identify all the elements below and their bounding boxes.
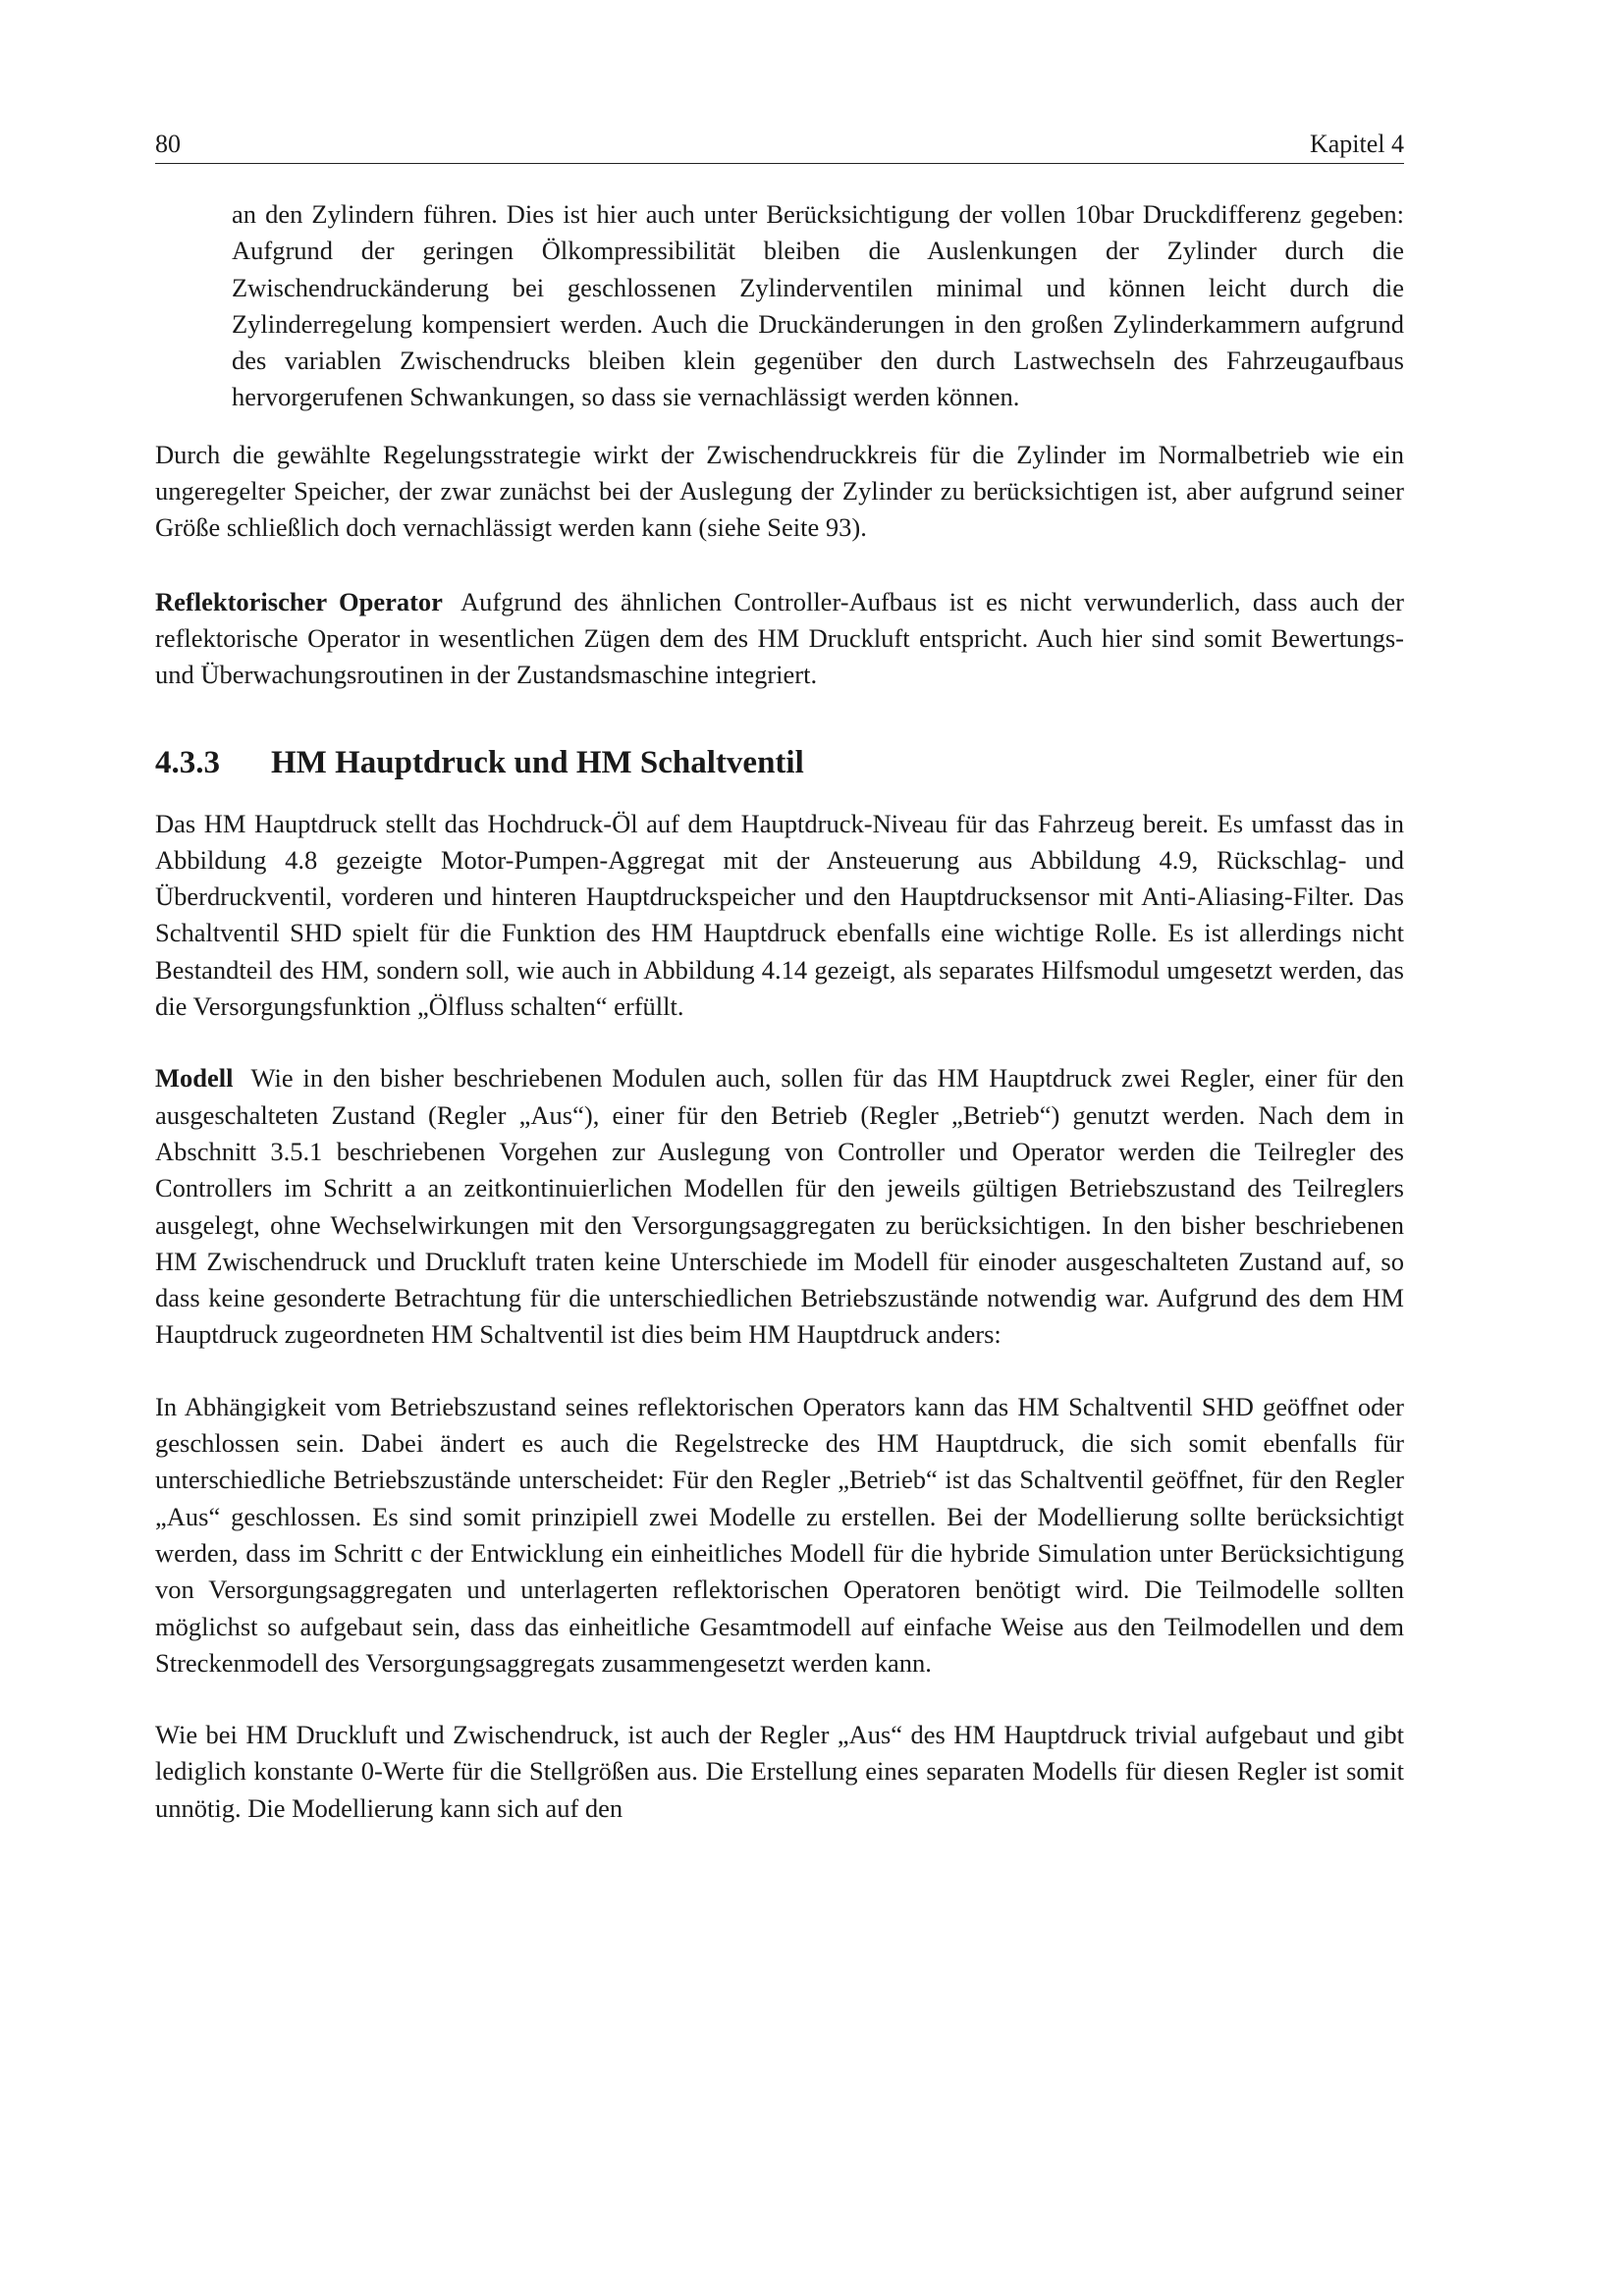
paragraph-betriebszustand: In Abhängigkeit vom Betriebszustand seines reflektorischen Operators kann das HM Schaltventil SHD geöffnet oder geschlossen sein. Dabei ändert es auch die Regelstrecke des HM Hauptdruck, die sich somit ebenfalls für unterschiedliche Betriebszustände unterscheidet: Für den Regler „Betrieb“ ist das Schaltventil geöffnet, für den Regler „Aus“ geschlossen. Es sind somit prinzipiell zwei Modelle zu erstellen. Bei der Modellierung sollte berücksichtigt werden, dass im Schritt c der Entwicklung ein einheitliches Modell für die hybride Simulation unter Berücksichtigung von Versorgungsaggregaten und unterlagerten reflektorischen Operatoren benötigt wird. Die Teilmodelle sollten möglichst so aufgebaut sein, dass das einheitliche Gesamtmodell auf einfache Weise aus den Teilmodellen und dem Streckenmodell des Versorgungsaggregats zusammengesetzt werden kann. <box>155 1391 1404 1678</box>
paragraph-regler-aus: Wie bei HM Druckluft und Zwischendruck, ist auch der Regler „Aus“ des HM Hauptdruck trivial aufgebaut und gibt lediglich konstante 0-Werte für die Stellgrößen aus. Die Erstellung eines separaten Modells für diesen Regler ist somit unnötig. Die Modellierung kann sich auf den <box>155 1720 1404 1823</box>
section-heading <box>155 743 1404 782</box>
runin-heading-modell: Modell <box>155 1063 234 1094</box>
paragraph-text: Aufgrund des ähnlichen Controller-Aufbaus ist es nicht verwunderlich, dass auch der reflektorische Operator in wesentlichen Zügen dem des HM Druckluft entspricht. Auch hier sind somit Bewertungs- und Überwachungsroutinen in der Zustandsmaschine integriert. <box>155 586 1404 690</box>
paragraph-text: Wie in den bisher beschriebenen Modulen auch, sollen für das HM Hauptdruck zwei Regler, einer für den ausgeschalteten Zustand (Regler „Aus“), einer für den Betrieb (Regler „Betrieb“) genutzt werden. Nach dem in Abschnitt 3.5.1 beschriebenen Vorgehen zur Auslegung von Controller und Operator werden die Teilregler des Controllers im Schritt a an zeitkontinuierlichen Modellen für den jeweils gültigen Betriebszustand des Teilreglers ausgelegt, ohne Wechselwirkungen mit den Versorgungsaggregaten zu berücksichtigen. In den bisher beschriebenen HM Zwischendruck und Druckluft traten keine Unterschiede im Modell für einoder ausgeschalteten Zustand auf, so dass keine gesonderte Betrachtung für die unterschiedlichen Betriebszustände notwendig war. Aufgrund des dem HM Hauptdruck zugeordneten HM Schaltventil ist dies beim HM Hauptdruck anders: <box>155 1063 1404 1350</box>
section-number: 4.3.3 <box>155 744 220 780</box>
section-title: HM Hauptdruck und HM Schaltventil <box>271 744 804 780</box>
paragraph-reflektorischer-operator <box>155 584 1404 694</box>
paragraph-hm-hauptdruck: Das HM Hauptdruck stellt das Hochdruck-Öl auf dem Hauptdruck-Niveau für das Fahrzeug bereit. Es umfasst das in Abbildung 4.8 gezeigte Motor-Pumpen-Aggregat mit der Ansteuerung aus Abbildung 4.9, Rückschlag- und Überdruckventil, vorderen und hinteren Hauptdruckspeicher und den Hauptdrucksensor mit Anti-Aliasing-Filter. Das Schaltventil SHD spielt für die Funktion des HM Hauptdruck ebenfalls eine wichtige Rolle. Es ist allerdings nicht Bestandteil des HM, sondern soll, wie auch in Abbildung 4.14 gezeigt, als separates Hilfsmodul umgesetzt werden, das die Versorgungsfunktion „Ölfluss schalten“ erfüllt. <box>155 808 1404 1022</box>
paragraph-modell <box>155 1060 1404 1353</box>
body-text <box>155 196 1404 1827</box>
chapter-label: Kapitel 4 <box>1309 130 1404 158</box>
paragraph-indented-continuation: an den Zylindern führen. Dies ist hier auch unter Berücksichtigung der vollen 10bar Druckdifferenz gegeben: Aufgrund der geringen Ölkompressibilität bleiben die Auslenkungen der Zylinder durch die Zwischendruckänderung bei geschlossenen Zylinderventilen minimal und können leicht durch die Zylinderregelung kompensiert werden. Auch die Druckänderungen in den großen Zylinderkammern aufgrund des variablen Zwischendrucks bleiben klein gegenüber den durch Lastwechseln des Fahrzeugaufbaus hervorgerufenen Schwankungen, so dass sie vernachlässigt werden können. <box>232 199 1404 412</box>
running-header <box>155 126 1404 164</box>
page-number: 80 <box>155 130 181 158</box>
paragraph-regelungsstrategie: Durch die gewählte Regelungsstrategie wirkt der Zwischendruckkreis für die Zylinder im Normalbetrieb wie ein ungeregelter Speicher, der zwar zunächst bei der Auslegung der Zylinder zu berücksichtigen ist, aber aufgrund seiner Größe schließlich doch vernachlässigt werden kann (siehe Seite 93). <box>155 439 1404 543</box>
runin-heading-reflektorischer-operator: Reflektorischer Operator <box>155 586 443 616</box>
